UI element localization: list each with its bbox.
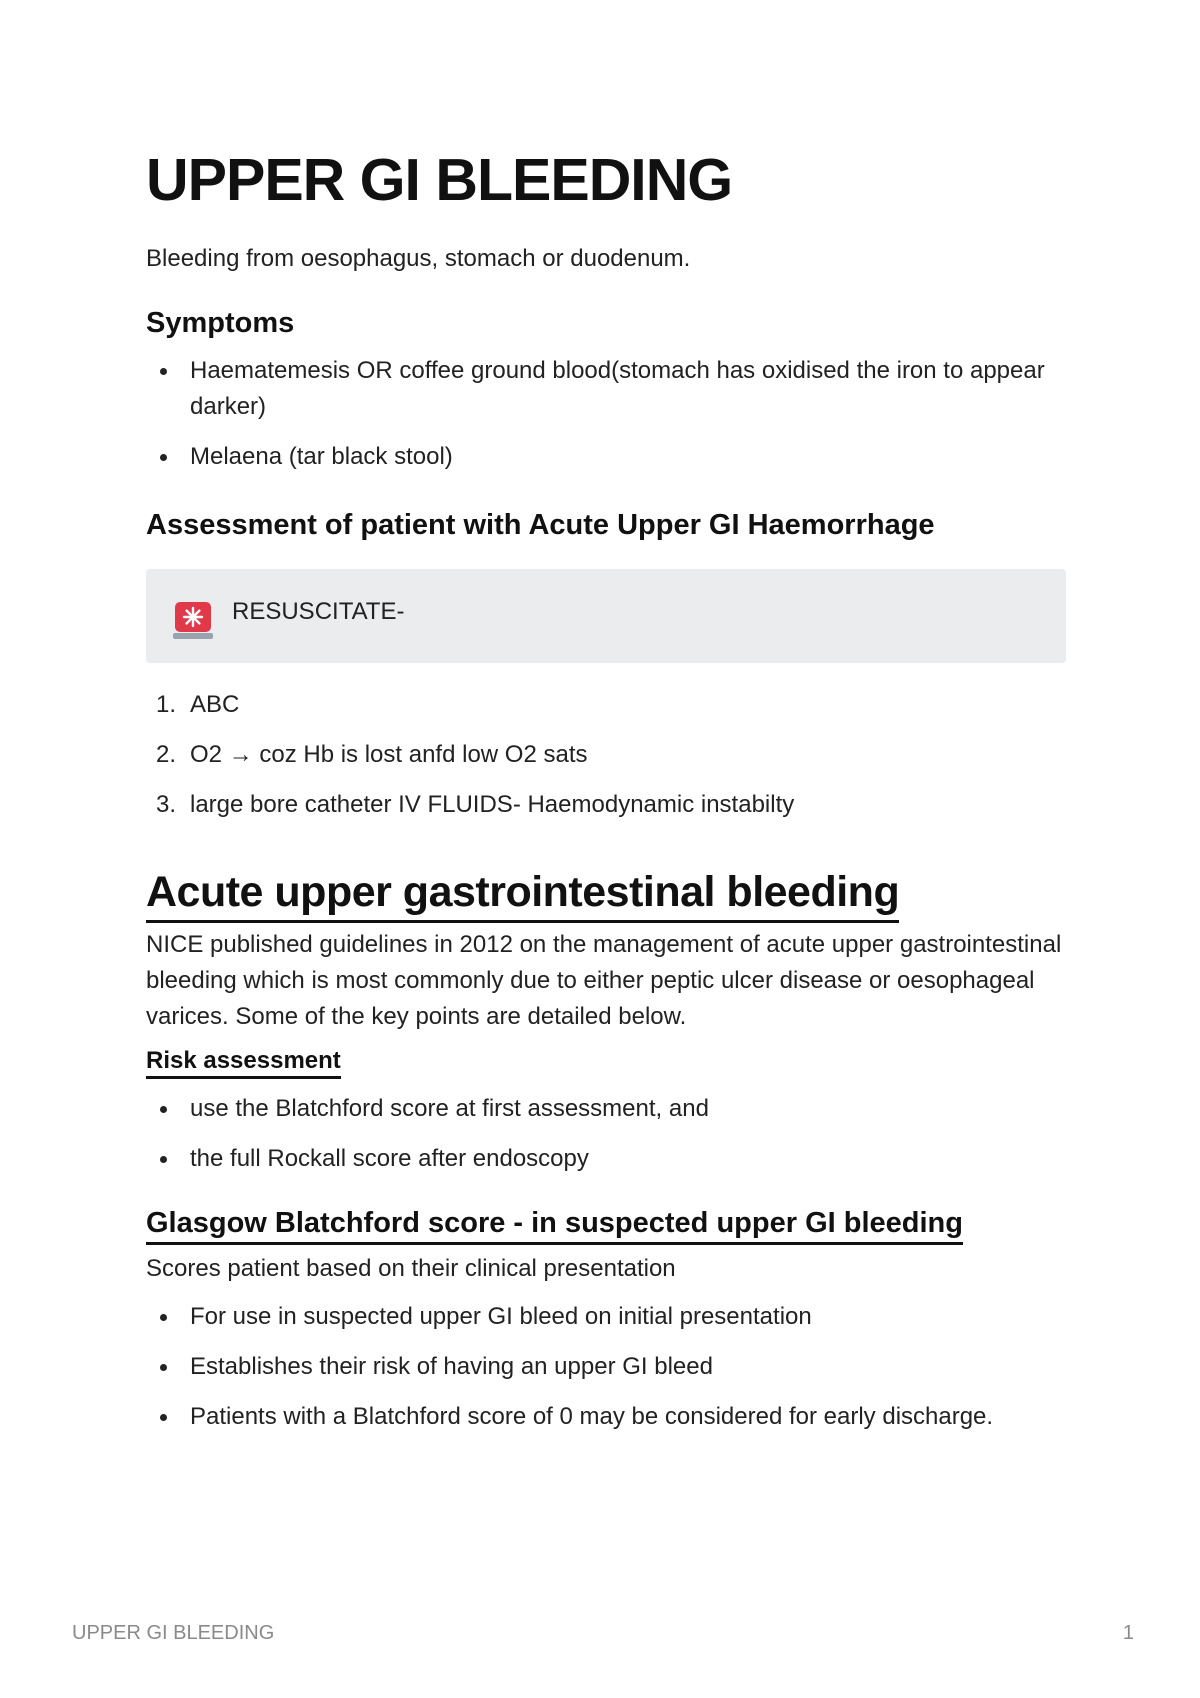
list-item: Establishes their risk of having an upper GI bleed bbox=[146, 1349, 1066, 1385]
resuscitate-steps bbox=[146, 687, 1066, 823]
risk-assessment-text: Risk assessment bbox=[146, 1047, 341, 1080]
list-item: Patients with a Blatchford score of 0 may be considered for early discharge. bbox=[146, 1399, 1066, 1435]
callout-text: RESUSCITATE- bbox=[232, 598, 405, 625]
list-item bbox=[146, 737, 1066, 773]
glasgow-intro: Scores patient based on their clinical presentation bbox=[146, 1255, 676, 1283]
list-item: Melaena (tar black stool) bbox=[146, 439, 1066, 475]
acute-heading bbox=[146, 863, 1066, 923]
risk-assessment-heading bbox=[146, 1047, 1066, 1080]
glasgow-list bbox=[146, 1299, 1066, 1435]
acute-heading-text: Acute upper gastrointestinal bleeding bbox=[146, 867, 899, 923]
risk-list bbox=[146, 1091, 1066, 1177]
assessment-heading: Assessment of patient with Acute Upper GI Haemorrhage bbox=[146, 509, 935, 541]
page-number: 1 bbox=[1122, 1622, 1134, 1644]
document-page bbox=[146, 140, 1066, 1435]
step-text: O2 → coz Hb is lost anfd low O2 sats bbox=[190, 741, 588, 768]
list-item bbox=[146, 787, 1066, 823]
glasgow-heading-text: Glasgow Blatchford score - in suspected upper GI bleeding bbox=[146, 1206, 963, 1245]
step-number: 2. bbox=[156, 741, 177, 768]
step-number: 1. bbox=[156, 691, 177, 718]
list-item: the full Rockall score after endoscopy bbox=[146, 1141, 1066, 1177]
intro-text: Bleeding from oesophagus, stomach or duodenum. bbox=[146, 245, 691, 272]
step-text: large bore catheter IV FLUIDS- Haemodynamic instabilty bbox=[190, 791, 795, 818]
step-text: ABC bbox=[190, 691, 240, 718]
symptoms-heading: Symptoms bbox=[146, 307, 295, 339]
list-item bbox=[146, 687, 1066, 723]
page-title: UPPER GI BLEEDING bbox=[146, 147, 733, 213]
siren-icon bbox=[172, 599, 214, 641]
resuscitate-callout bbox=[146, 569, 1066, 663]
footer-title: UPPER GI BLEEDING bbox=[72, 1622, 275, 1644]
acute-paragraph: NICE published guidelines in 2012 on the management of acute upper gastrointestinal bleeding which is most commonly due to either peptic ulcer disease or oesophageal varices. Some of the key points are detailed below. bbox=[146, 930, 1062, 1030]
symptoms-list bbox=[146, 353, 1066, 475]
glasgow-heading bbox=[146, 1203, 1066, 1245]
list-item: use the Blatchford score at first assessment, and bbox=[146, 1091, 1066, 1127]
step-number: 3. bbox=[156, 791, 177, 818]
list-item: Haematemesis OR coffee ground blood(stomach has oxidised the iron to appear darker) bbox=[146, 353, 1066, 425]
list-item: For use in suspected upper GI bleed on initial presentation bbox=[146, 1299, 1066, 1335]
